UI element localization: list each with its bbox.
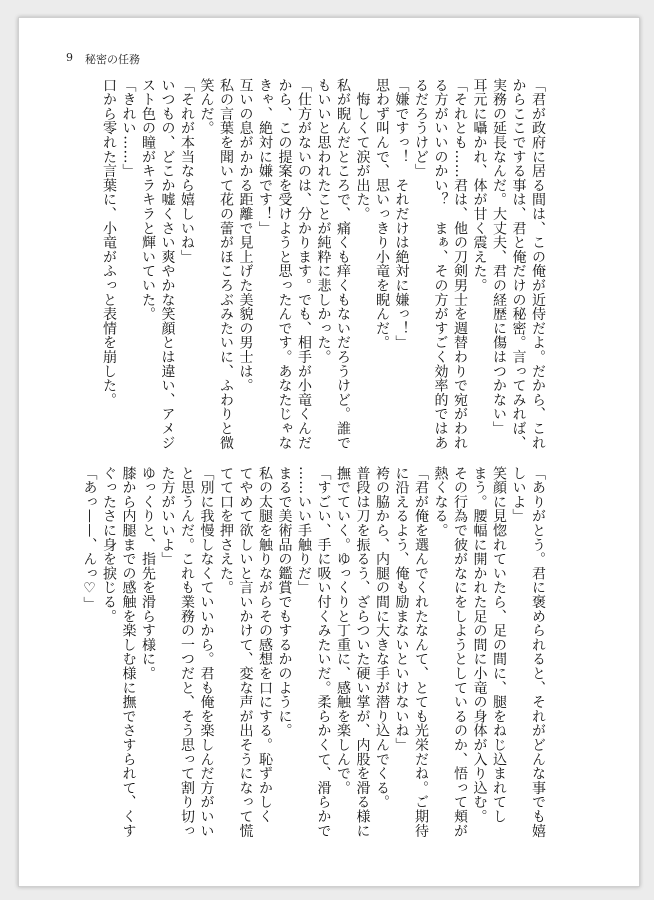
book-page [18,17,640,887]
text-line: 私の太腿を触りながらその感想を口にする。恥ずかしく [257,466,273,824]
text-line: 膝から内腿までの感触を楽しむ様に撫でさすられて、くす [120,466,137,838]
chapter-title: 秘密の任務 [85,53,140,66]
text-line: 熱くなる。 [432,466,449,538]
text-line: 「君が政府に居る間は、この俺が近侍だよ。だから、これ [530,78,546,450]
text-line: 笑んだ。 [198,78,215,136]
text-line: 袴の脇から、内腿の間に大きな手が潜り込んでくる。 [374,466,390,810]
text-line: 笑顔に見惚れていたら、足の間に、腿をねじ込まれてし [491,466,507,824]
text-line: る方がいいのかい？ まぁ、その方がすごく効率的ではあ [432,78,449,450]
text-line: に沿えるよう、俺も励まないといけないね」 [393,466,410,752]
text-line: 「それとも……君は、他の刀剣男士を週替わりで宛がわれ [452,78,468,450]
text-column-bottom [79,466,547,838]
text-line: ゆっくりと、指先を滑らす様に。 [140,466,156,681]
text-line: 互いの息がかかる距離で見上げた美貌の男士は。 [237,78,254,393]
page-number: 9 [66,51,73,64]
text-line: るだろうけど」 [413,78,429,179]
text-line: 「それが本当なら嬉しいね」 [179,78,195,264]
text-line: てやめて欲しいと言いかけて、変な声が出そうになって慌 [237,466,254,838]
text-line: まう。腰幅に開かれた足の間に小竜の身体が入り込む。 [471,466,488,824]
text-line: いつもの、どこか嘘くさい爽やかな笑顔とは違い、アメジ [159,78,176,450]
running-header [66,51,140,67]
text-line: 耳元に囁かれ、体が甘く震えた。 [471,78,488,293]
text-line: 「すごい、手に吸い付くみたいだ。柔らかくて、滑らかで [315,466,332,838]
text-line: から、この提案を受けようと思ったんです。あなたじゃな [276,78,293,450]
text-line: もいいと思われたことが純粋に悲しかった。 [315,78,332,364]
text-line: た方がいいよ」 [159,466,176,567]
text-line: その行為で彼がなにをしようとしているのか、悟って頬が [452,466,468,838]
text-line: と思うんだ。これも業務の一つだと、そう思って割り切っ [179,466,195,838]
text-line: 「別に我慢しなくていいから。君も俺を楽しんだ方がいい [198,466,215,838]
text-column-top [99,78,548,450]
text-line: 悔しくて涙が出た。 [354,78,371,221]
text-line: 「あっ——、んっ♡」 [81,466,98,611]
text-line: 「きれい……」 [120,78,137,179]
text-line: からここでする事は、君と俺だけの秘密。言ってみれば、 [510,78,527,450]
text-line: 「嫌ですっ！ それだけは絶対に嫌っ！」 [393,78,410,350]
text-line: スト色の瞳がキラキラと輝いていた。 [140,78,156,322]
text-line: 「君が俺を選んでくれたなんて、とても光栄だね。ご期待 [413,466,429,838]
text-line: ……いい手触りだ」 [296,466,312,595]
text-line: まるで美術品の鑑賞でもするかのように。 [276,466,293,738]
text-line: しいよ」 [510,466,527,524]
text-line: 「仕方がないのは、分かります。でも、相手が小竜くんだ [296,78,312,450]
text-line: 実務の延長なんだ。大丈夫、君の経歴に傷はつかない」 [491,78,507,436]
text-line: 普段は刀を振るう、ざらついた硬い掌が、内股を滑る様に [354,466,371,838]
text-line: 私の言葉を聞いて花の蕾がほころぶみたいに、ふわりと微 [218,78,234,450]
text-line: ぐったさに身を捩じる。 [101,466,117,624]
text-line: てて口を押さえた。 [218,466,234,595]
text-line: 「ありがとう。君に褒められると、それがどんな事でも嬉 [530,466,546,838]
text-line: 思わず叫んで、思いっきり小竜を睨んだ。 [374,78,390,350]
text-line: 口から零れた言葉に、小竜がふっと表情を崩した。 [101,78,117,407]
text-line: きゃ、絶対に嫌です！」 [257,78,273,236]
text-line: 私が睨んだところで、痛くも痒くもないだろうけど。誰で [335,78,351,450]
text-line: 撫でていく。ゆっくりと丁重に、感触を楽しんで。 [335,466,351,795]
